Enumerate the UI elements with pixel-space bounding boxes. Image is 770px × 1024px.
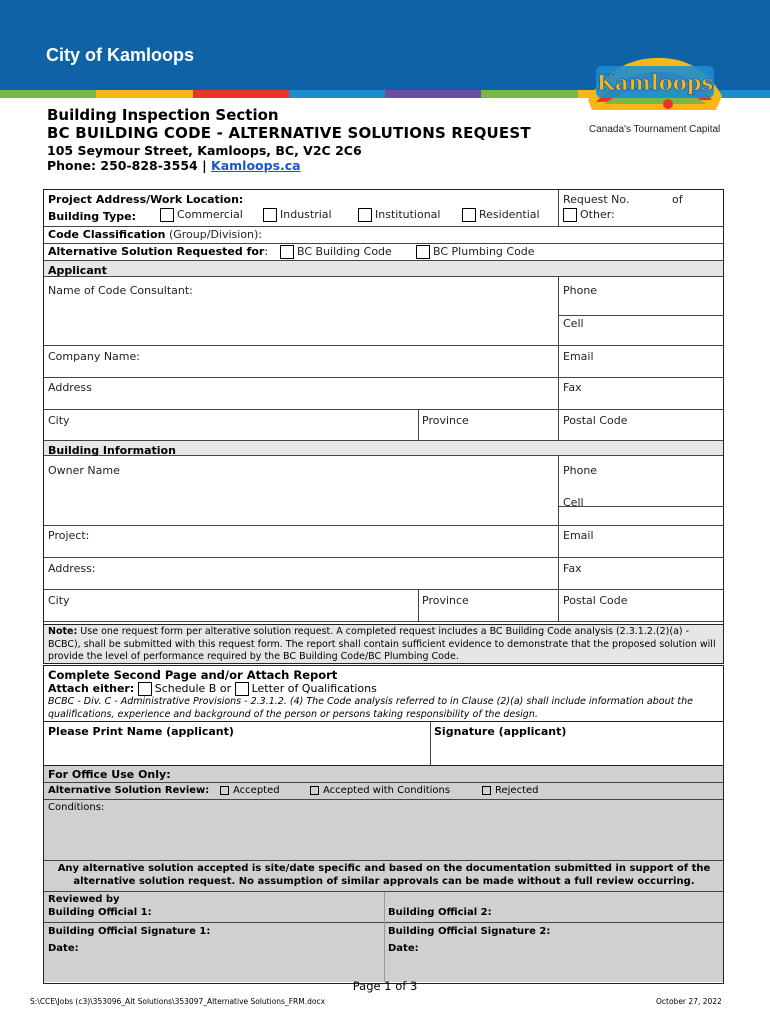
review-conditions[interactable] <box>310 785 450 796</box>
applicant-fax-field[interactable]: Fax <box>563 381 582 394</box>
owner-phone-field[interactable]: Phone <box>563 464 598 477</box>
attach-label: Attach either: <box>48 682 135 695</box>
disclaimer-text: Any alternative solution accepted is site/date specific and based on the documentation submitted in support of the alternative solution request. No assumption of similar approvals can be made without a full review occurring. <box>57 863 711 887</box>
main-form-table <box>43 189 724 632</box>
type-industrial[interactable] <box>263 208 332 222</box>
building-address-field[interactable]: Address: <box>48 562 96 575</box>
city-name: City of Kamloops <box>46 45 195 65</box>
kamloops-logo <box>582 52 727 114</box>
building-province-field[interactable]: Province <box>422 594 469 607</box>
other-checkbox[interactable] <box>563 208 577 222</box>
bcbc-checkbox[interactable] <box>280 245 294 259</box>
applicant-postal-field[interactable]: Postal Code <box>563 414 628 427</box>
consultant-field[interactable]: Name of Code Consultant: <box>48 284 193 297</box>
owner-cell-field[interactable]: Cell <box>563 496 584 509</box>
schedule-b-checkbox[interactable] <box>138 682 152 696</box>
schedule-b-label: Schedule B or <box>154 682 232 695</box>
applicant-province-field[interactable]: Province <box>422 414 469 427</box>
applicant-email-field[interactable]: Email <box>563 350 594 363</box>
code-class-label: Code Classification <box>48 228 166 241</box>
code-bcpc[interactable] <box>416 245 535 259</box>
other-label: Other: <box>580 208 615 221</box>
sig2-field[interactable]: Building Official Signature 2: <box>388 926 551 937</box>
stripe-segment <box>96 90 193 98</box>
office-heading: For Office Use Only: <box>48 768 171 781</box>
official1-field[interactable]: Building Official 1: <box>48 907 152 918</box>
alt-solution-row <box>48 245 268 258</box>
building-postal-field[interactable]: Postal Code <box>563 594 628 607</box>
reviewed-by-label: Reviewed by <box>48 894 120 905</box>
type-other[interactable] <box>563 208 615 222</box>
accepted-label: Accepted <box>233 785 280 796</box>
footer-date: October 27, 2022 <box>656 997 722 1006</box>
code-class-row <box>48 228 262 241</box>
note-label: Note: <box>48 626 78 637</box>
type-institutional[interactable] <box>358 208 440 222</box>
code-class-hint: (Group/Division): <box>168 228 263 241</box>
alt-solution-label: Alternative Solution Requested for <box>48 245 265 258</box>
applicant-city-field[interactable]: City <box>48 414 70 427</box>
stripe-segment <box>385 90 482 98</box>
bcbc-provision-text: BCBC - Div. C - Administrative Provisions - 2.3.1.2. (4) The Code analysis referred to in Clause (2)(a) shall include information about the qualifications, experience and background of the person or persons taking responsibility of the design. <box>48 696 693 720</box>
accepted-checkbox[interactable] <box>220 786 229 795</box>
print-name-field[interactable]: Please Print Name (applicant) <box>48 725 234 738</box>
stripe-segment <box>0 90 97 98</box>
rejected-label: Rejected <box>495 785 539 796</box>
signature-row <box>43 722 724 766</box>
date1-field[interactable]: Date: <box>48 943 79 954</box>
applicant-address-field[interactable]: Address <box>48 381 92 394</box>
project-field[interactable]: Project: <box>48 529 90 542</box>
address-line: 105 Seymour Street, Kamloops, BC, V2C 2C6 <box>47 143 362 158</box>
office-use-section <box>43 766 724 984</box>
stripe-segment <box>193 90 290 98</box>
date2-field[interactable]: Date: <box>388 943 419 954</box>
second-page-heading: Complete Second Page and/or Attach Report <box>48 668 338 682</box>
conditions-option-label: Accepted with Conditions <box>323 785 451 796</box>
official2-field[interactable]: Building Official 2: <box>388 907 492 918</box>
building-heading: Building Information <box>48 444 176 457</box>
website-link[interactable]: Kamloops.ca <box>211 158 301 173</box>
section-title: Building Inspection Section <box>47 106 279 124</box>
phone-text: Phone: 250-828-3554 | <box>47 158 207 173</box>
letter-label: Letter of Qualifications <box>251 682 377 695</box>
owner-field[interactable]: Owner Name <box>48 464 120 477</box>
second-page-box <box>43 665 724 722</box>
of-label: of <box>672 193 683 206</box>
stripe-segment <box>481 90 578 98</box>
bcbc-label: BC Building Code <box>297 245 392 258</box>
note-text: Use one request form per alterative solution request. A completed request includes a BC Building Code analysis (2.3.1.2.(2)(a) - BCBC), shall be submitted with this request form. The report shall contain sufficient evidence to demonstrate that the proposed solution will provide the level of performance required by the BC Building Code/BC Plumbing Code. <box>48 626 716 662</box>
building-fax-field[interactable]: Fax <box>563 562 582 575</box>
building-type-label: Building Type: <box>48 210 137 223</box>
type-commercial[interactable] <box>160 208 243 222</box>
applicant-cell-field[interactable]: Cell <box>563 317 584 330</box>
residential-label: Residential <box>479 208 540 221</box>
sig1-field[interactable]: Building Official Signature 1: <box>48 926 211 937</box>
tagline: Canada's Tournament Capital <box>589 124 721 135</box>
building-city-field[interactable]: City <box>48 594 70 607</box>
bcpc-label: BC Plumbing Code <box>433 245 535 258</box>
code-bcbc[interactable] <box>280 245 392 259</box>
applicant-band <box>44 261 723 276</box>
applicant-phone-field[interactable]: Phone <box>563 284 598 297</box>
applicant-heading: Applicant <box>48 264 107 277</box>
review-label: Alternative Solution Review: <box>48 785 210 796</box>
letter-checkbox[interactable] <box>235 682 249 696</box>
review-rejected[interactable] <box>482 785 539 796</box>
request-no-label: Request No. <box>563 193 630 206</box>
residential-checkbox[interactable] <box>462 208 476 222</box>
review-accepted[interactable] <box>220 785 280 796</box>
bcpc-checkbox[interactable] <box>416 245 430 259</box>
file-path: S:\CCE\Jobs (c3)\353096_Alt Solutions\353097_Alternative Solutions_FRM.docx <box>30 997 326 1006</box>
industrial-checkbox[interactable] <box>263 208 277 222</box>
commercial-checkbox[interactable] <box>160 208 174 222</box>
company-field[interactable]: Company Name: <box>48 350 140 363</box>
conditions-checkbox[interactable] <box>310 786 319 795</box>
logo-word: Kamloops <box>596 70 714 95</box>
signature-field[interactable]: Signature (applicant) <box>434 725 567 738</box>
rejected-checkbox[interactable] <box>482 786 491 795</box>
industrial-label: Industrial <box>280 208 332 221</box>
project-address-label: Project Address/Work Location: <box>48 193 244 206</box>
stripe-segment <box>289 90 386 98</box>
owner-email-field[interactable]: Email <box>563 529 594 542</box>
note-box <box>43 624 724 664</box>
institutional-label: Institutional <box>375 208 441 221</box>
page-number: Page 1 of 3 <box>352 979 418 993</box>
form-title: BC BUILDING CODE - ALTERNATIVE SOLUTIONS REQUEST <box>47 124 531 142</box>
institutional-checkbox[interactable] <box>358 208 372 222</box>
phone-line <box>47 158 301 173</box>
alt-solution-colon: : <box>264 245 269 258</box>
type-residential[interactable] <box>462 208 540 222</box>
conditions-field[interactable]: Conditions: <box>48 802 105 813</box>
commercial-label: Commercial <box>177 208 243 221</box>
